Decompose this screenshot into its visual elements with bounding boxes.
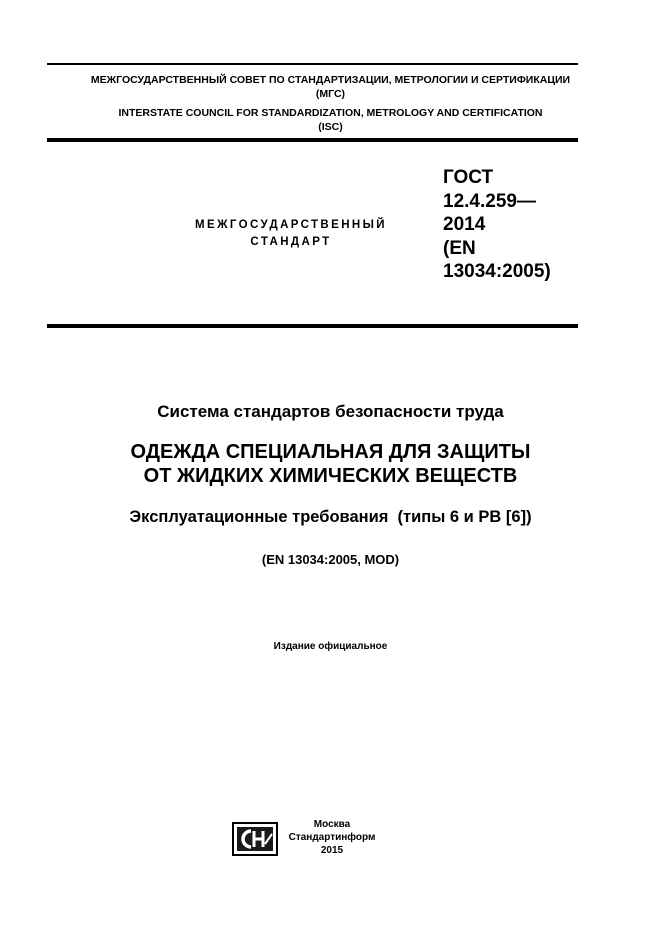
gost-code-line: 2014 bbox=[443, 214, 486, 235]
system-title: Система стандартов безопасности труда bbox=[157, 402, 504, 421]
gost-code bbox=[443, 166, 551, 284]
publisher-year: 2015 bbox=[320, 845, 344, 856]
gost-code-line: 13034:2005) bbox=[443, 261, 551, 282]
publisher bbox=[282, 818, 382, 857]
subtitle: Эксплуатационные требования (типы 6 и PB [6]) bbox=[129, 508, 532, 526]
publisher-name: Стандартинформ bbox=[288, 832, 376, 843]
main-title-line1: ОДЕЖДА СПЕЦИАЛЬНАЯ ДЛЯ ЗАЩИТЫ bbox=[130, 441, 531, 463]
standard-bottom-rule bbox=[47, 324, 578, 328]
standartinform-logo-icon bbox=[232, 822, 278, 861]
standard-label-line1: МЕЖГОСУДАРСТВЕННЫЙ bbox=[195, 219, 387, 231]
main-title bbox=[0, 440, 661, 488]
top-rule bbox=[47, 63, 578, 65]
publisher-city: Москва bbox=[313, 819, 351, 830]
council-en-line2: (ISC) bbox=[318, 121, 343, 133]
standard-label-line2: СТАНДАРТ bbox=[250, 236, 332, 248]
gost-code-line: ГОСТ bbox=[443, 167, 494, 188]
gost-code-line: 12.4.259— bbox=[443, 190, 536, 212]
council-ru-line2: (МГС) bbox=[315, 88, 346, 100]
gost-code-line: (EN bbox=[443, 237, 476, 259]
main-title-line2: ОТ ЖИДКИХ ХИМИЧЕСКИХ ВЕЩЕСТВ bbox=[143, 465, 518, 487]
en-reference: (EN 13034:2005, MOD) bbox=[261, 552, 400, 567]
edition-note: Издание официальное bbox=[273, 641, 388, 652]
council-ru-line1: МЕЖГОСУДАРСТВЕННЫЙ СОВЕТ ПО СТАНДАРТИЗАЦИИ, МЕТРОЛОГИИ И СЕРТИФИКАЦИИ bbox=[90, 74, 571, 86]
header-bottom-rule bbox=[47, 138, 578, 142]
council-en-line1: INTERSTATE COUNCIL FOR STANDARDIZATION, METROLOGY AND CERTIFICATION bbox=[118, 107, 543, 119]
